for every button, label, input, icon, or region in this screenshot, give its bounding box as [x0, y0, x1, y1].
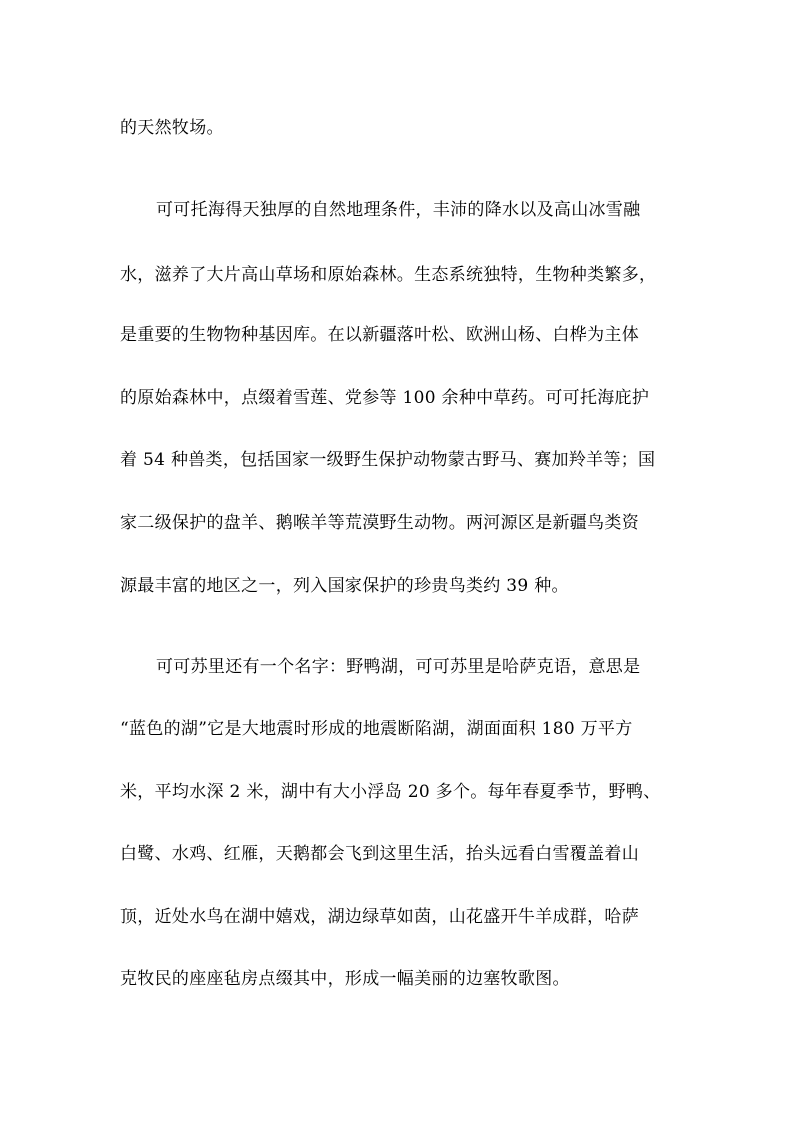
text-line: 顶，近处水鸟在湖中嬉戏，湖边绿草如茵，山花盛开牛羊成群，哈萨 — [120, 907, 639, 927]
text-line: 的天然牧场。 — [120, 118, 224, 138]
text-line: 米，平均水深 2 米，湖中有大小浮岛 20 多个。每年春夏季节，野鸭、 — [120, 782, 661, 802]
text-line: 可可托海得天独厚的自然地理条件，丰沛的降水以及高山冰雪融 — [156, 200, 641, 220]
text-line: 水，滋养了大片高山草场和原始森林。生态系统独特，生物种类繁多， — [120, 265, 657, 285]
text-line: 克牧民的座座毡房点缀其中，形成一幅美丽的边塞牧歌图。 — [120, 969, 570, 989]
text-line: 可可苏里还有一个名字：野鸭湖，可可苏里是哈萨克语，意思是 — [156, 657, 641, 677]
text-line: 源最丰富的地区之一，列入国家保护的珍贵鸟类约 39 种。 — [120, 576, 569, 596]
text-line: “蓝色的湖”它是大地震时形成的地震断陷湖，湖面面积 180 万平方 — [120, 719, 633, 739]
text-line: 家二级保护的盘羊、鹅喉羊等荒漠野生动物。两河源区是新疆鸟类资 — [120, 513, 639, 533]
text-line: 是重要的生物物种基因库。在以新疆落叶松、欧洲山杨、白桦为主体 — [120, 325, 639, 345]
text-line: 的原始森林中，点缀着雪莲、党参等 100 余种中草药。可可托海庇护 — [120, 388, 650, 408]
text-line: 着 54 种兽类，包括国家一级野生保护动物蒙古野马、赛加羚羊等；国 — [120, 450, 656, 470]
text-line: 白鹭、水鸡、红雁，天鹅都会飞到这里生活，抬头远看白雪覆盖着山 — [120, 844, 639, 864]
